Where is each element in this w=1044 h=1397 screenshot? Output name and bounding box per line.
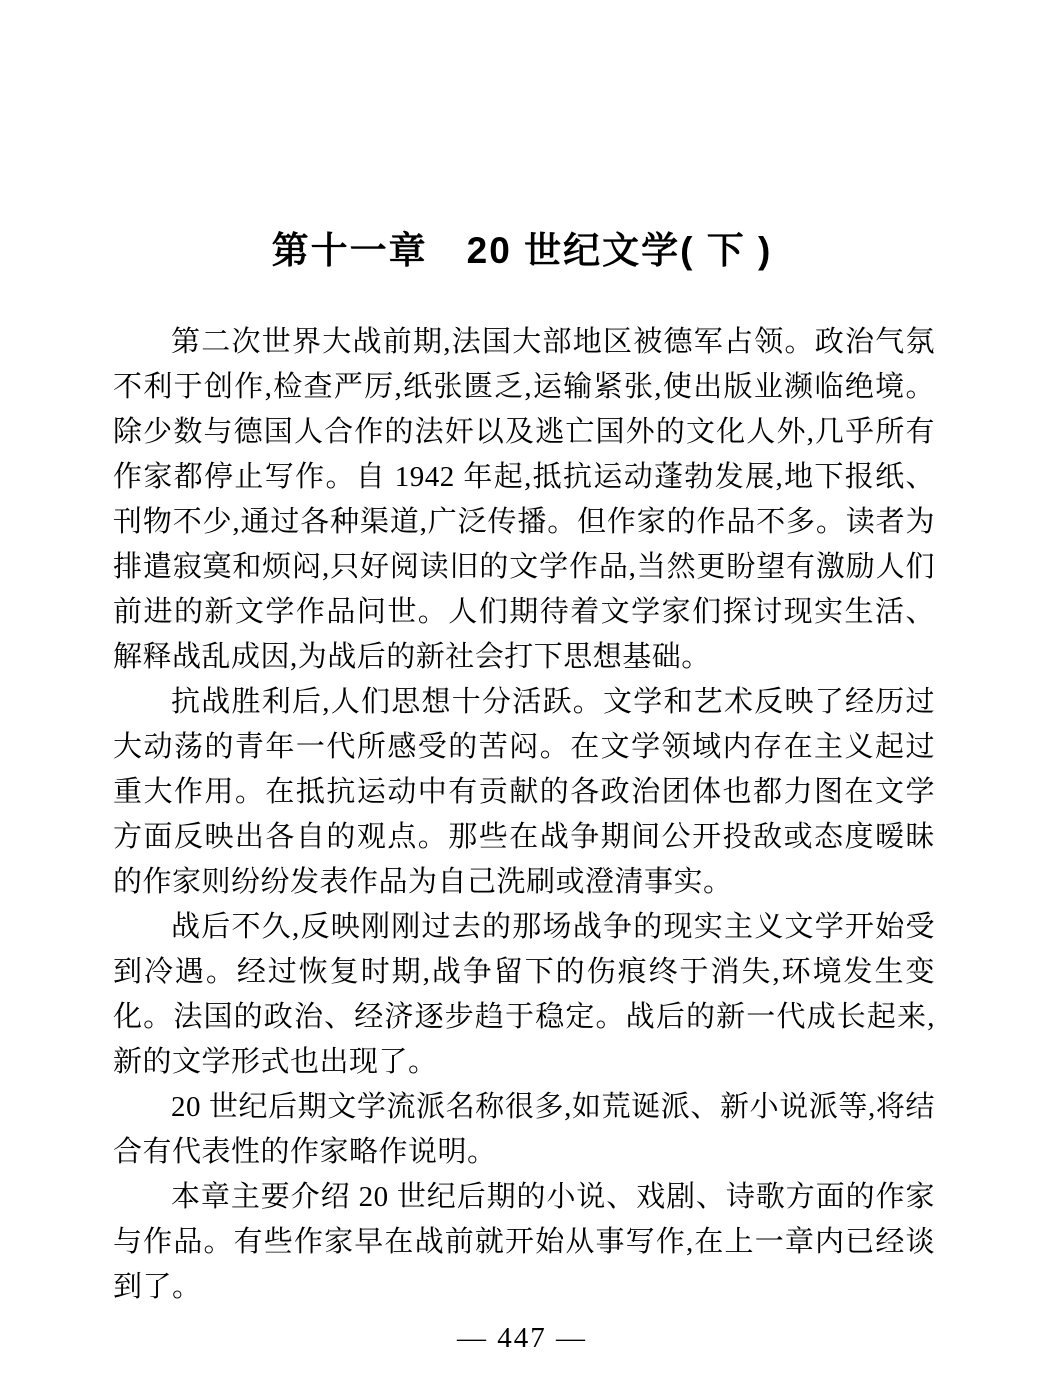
paragraph-5: 本章主要介绍 20 世纪后期的小说、戏剧、诗歌方面的作家与作品。有些作家早在战前就开始从事写作,在上一章内已经谈到了。 [113,1181,935,1303]
page-number: — 447 — [457,1322,587,1354]
paragraph-1: 第二次世界大战前期,法国大部地区被德军占领。政治气氛不利于创作,检查严厉,纸张匮乏,运输紧张,使出版业濒临绝境。除少数与德国人合作的法奸以及逃亡国外的文化人外,几乎所有作家都停止写作。自 1942 年起,抵抗运动蓬勃发展,地下报纸、刊物不少,通过各种渠道,广泛传播。但作家的作品不多。读者为排遣寂寞和烦闷,只好阅读旧的文学作品,当然更盼望有激励人们前进的新文学作品问世。人们期待着文学家们探讨现实生活、解释战乱成因,为战后的新社会打下思想基础。 [113,326,935,673]
paragraph-4: 20 世纪后期文学流派名称很多,如荒诞派、新小说派等,将结合有代表性的作家略作说明。 [113,1091,935,1168]
chapter-title: 第十一章 20 世纪文学( 下 ) [271,230,773,271]
chapter-body [113,320,935,1310]
paragraph-2: 抗战胜利后,人们思想十分活跃。文学和艺术反映了经历过大动荡的青年一代所感受的苦闷。在文学领域内存在主义起过重大作用。在抵抗运动中有贡献的各政治团体也都力图在文学方面反映出各自的观点。那些在战争期间公开投敌或态度暧昧的作家则纷纷发表作品为自己洗刷或澄清事实。 [113,686,935,898]
paragraph-3: 战后不久,反映刚刚过去的那场战争的现实主义文学开始受到冷遇。经过恢复时期,战争留下的伤痕终于消失,环境发生变化。法国的政治、经济逐步趋于稳定。战后的新一代成长起来,新的文学形式也出现了。 [113,911,935,1078]
